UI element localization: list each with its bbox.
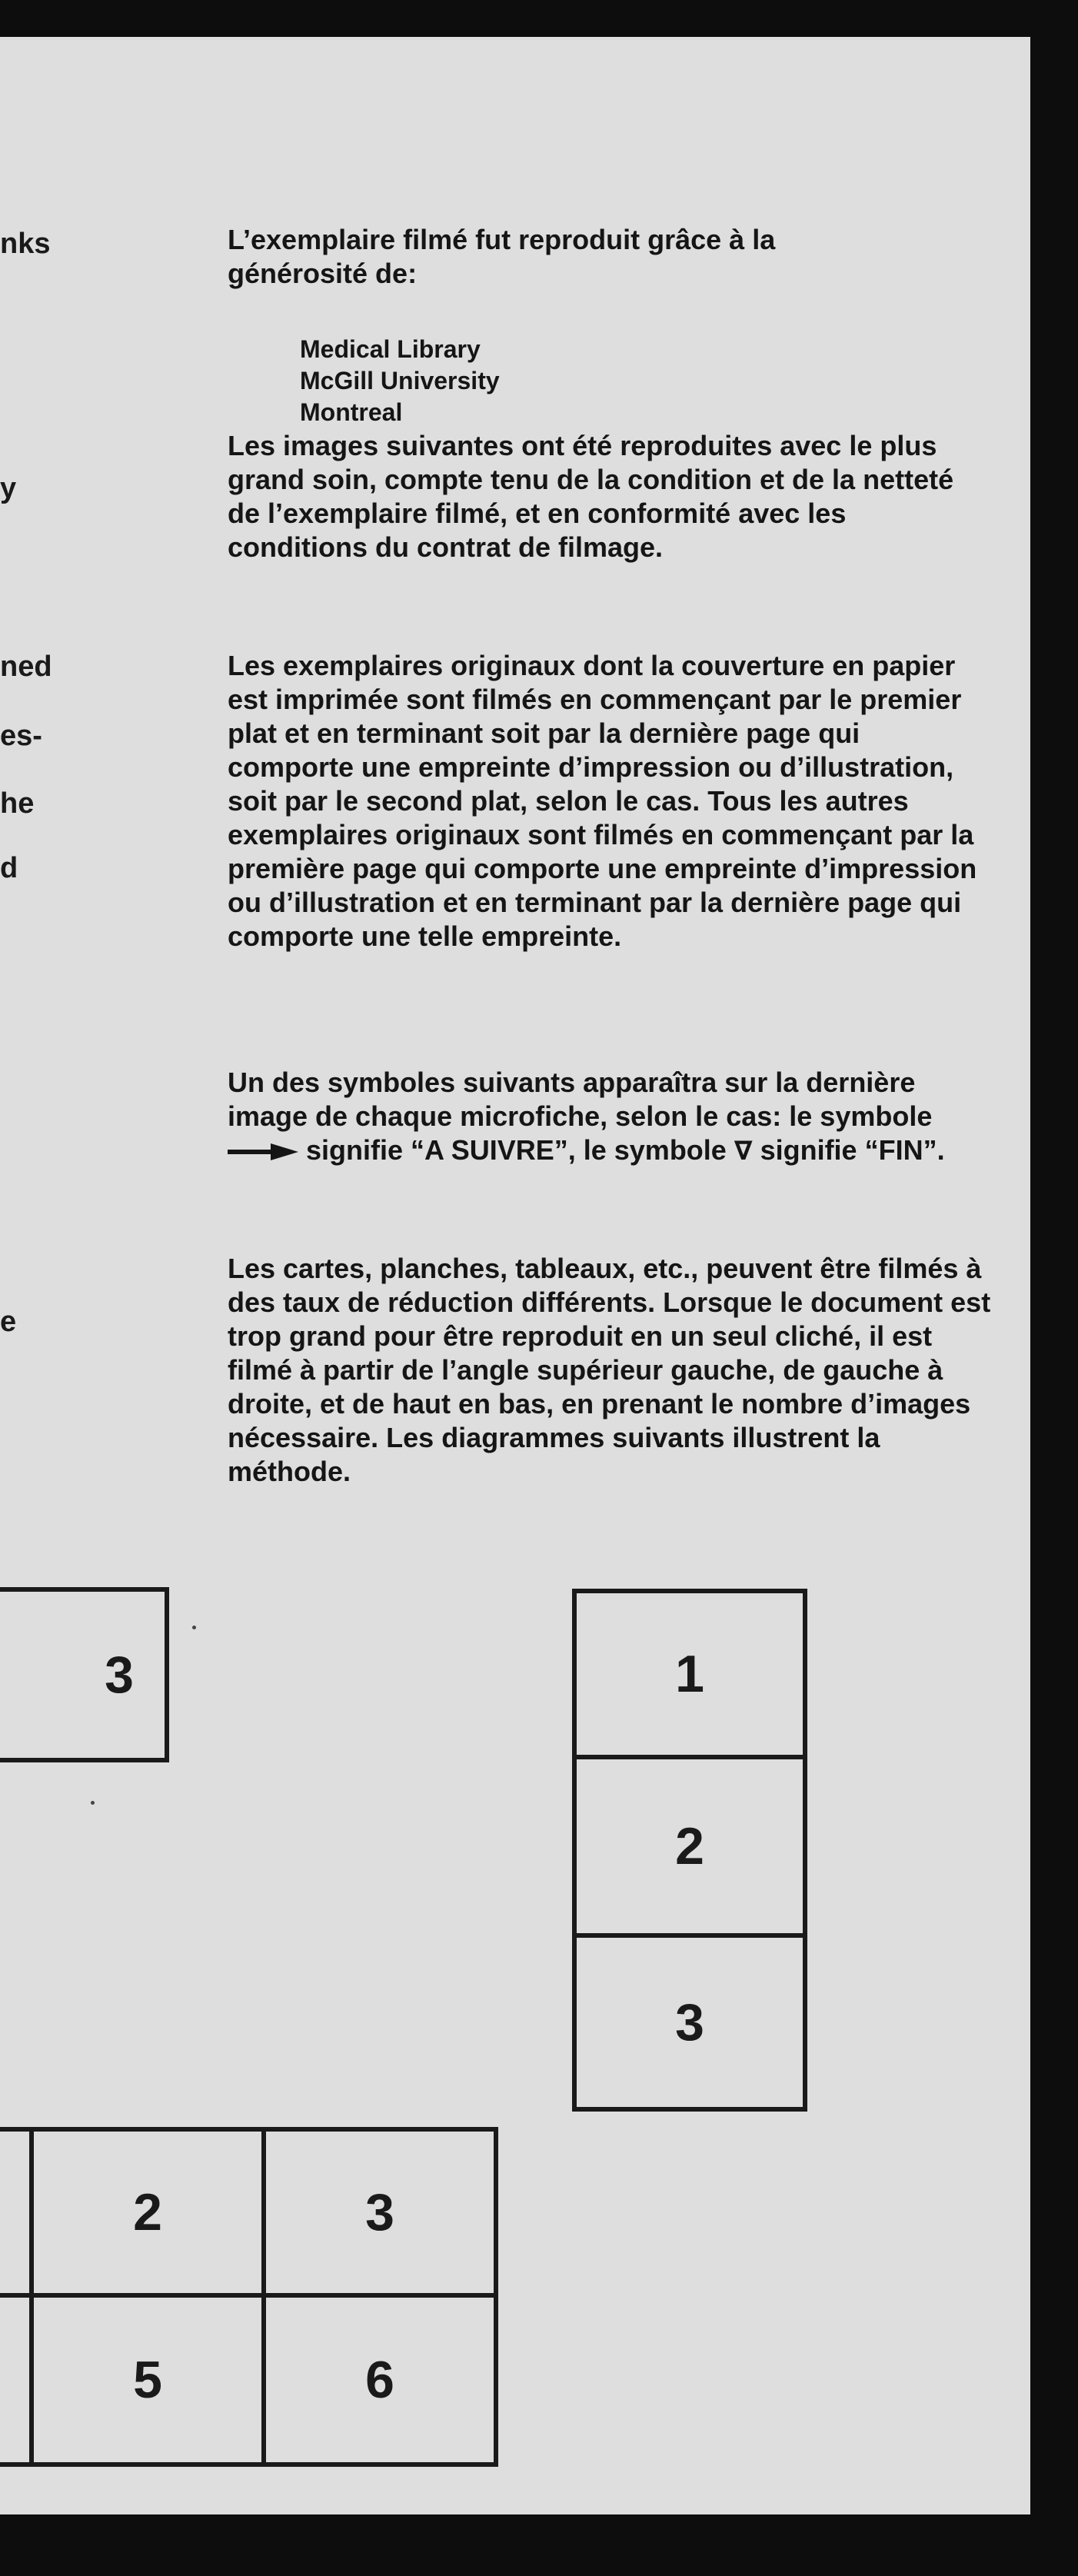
dust-speck (192, 1626, 196, 1629)
paragraph-symbols (228, 1066, 950, 1168)
left-fragment-4: es- (0, 720, 42, 752)
dust-speck (91, 1801, 95, 1805)
diagram-number: 6 (365, 2351, 394, 2409)
library-line-3: Montreal (300, 398, 403, 426)
intro-text: L’exemplaire filmé fut reproduit grâce à la générosité de: (228, 224, 776, 289)
microfiche-target-page (0, 37, 1030, 2514)
diagram-number: 5 (133, 2351, 162, 2409)
diagram-number: 2 (133, 2183, 162, 2242)
diagram-number: 3 (105, 1646, 134, 1704)
paragraph-originals: Les exemplaires originaux dont la couverture en papier est imprimée sont filmés en commençant par le premier plat et en terminant soit par la dernière page qui comporte une empreinte d’impression ou d’illustration, soit par le second plat, selon le cas. Tous les autres exemplaires originaux sont filmés en commençant par la première page qui comporte une empreinte d’impression ou d’illustration et en terminant par la dernière page qui comporte une telle empreinte. (228, 650, 977, 952)
library-line-2: McGill University (300, 367, 500, 394)
diagram-number: 1 (675, 1645, 704, 1703)
paragraph-maps: Les cartes, planches, tableaux, etc., peuvent être filmés à des taux de réduction différents. Lorsque le document est trop grand pour être reproduit en un seul cliché, il est filmé à partir de l’angle supérieur gauche, de gauche à droite, et de haut en bas, en prenant le nombre d’images nécessaire. Les diagrammes suivants illustrent la méthode. (228, 1253, 991, 1487)
symbols-text-b: signifie “A SUIVRE”, le symbole (306, 1134, 727, 1166)
diagram-single-box (0, 1587, 169, 1762)
left-fragment-1: nks (0, 228, 51, 260)
end-triangle-icon: ∇ (734, 1137, 753, 1166)
symbols-text-c: signifie “FIN”. (760, 1134, 945, 1166)
left-fragment-3: ned (0, 651, 52, 683)
diagram-number: 3 (675, 1993, 704, 2052)
left-fragment-2: y (0, 472, 17, 504)
library-line-1: Medical Library (300, 335, 481, 363)
left-fragment-6: d (0, 852, 18, 884)
diagram-number: 3 (365, 2183, 394, 2242)
diagram-number: 2 (675, 1817, 704, 1875)
arrow-right-icon (228, 1143, 298, 1160)
symbols-text-a: Un des symboles suivants apparaîtra sur la dernière image de chaque microfiche, selon le cas: le symbole (228, 1067, 933, 1132)
paragraph-reproduction: Les images suivantes ont été reproduites avec le plus grand soin, compte tenu de la condition et de la netteté de l’exemplaire filmé, et en conformité avec les conditions du contrat de filmage. (228, 430, 954, 563)
left-fragment-7: e (0, 1306, 17, 1338)
library-block (300, 334, 500, 428)
left-fragment-5: he (0, 787, 35, 820)
